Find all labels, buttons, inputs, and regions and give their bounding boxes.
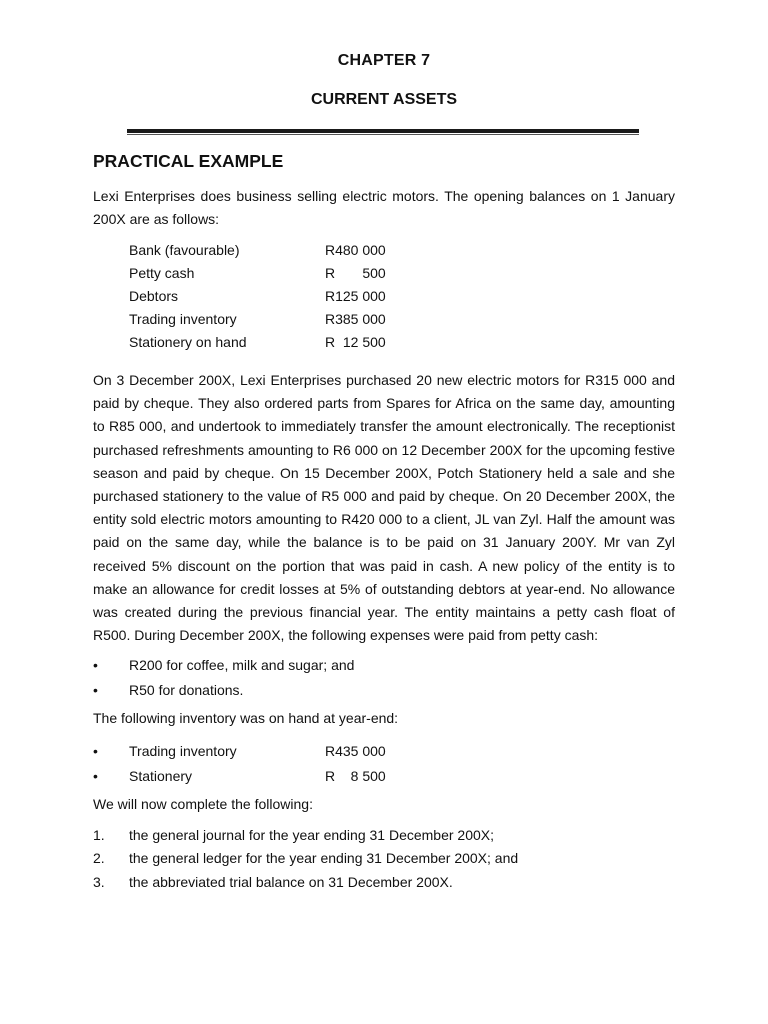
balance-value: R125 000 <box>325 288 386 305</box>
divider-thin-line <box>127 134 639 135</box>
balance-row <box>129 308 429 331</box>
balance-value: R 500 <box>325 265 386 282</box>
list-number: 3. <box>93 873 105 890</box>
bullet-icon: • <box>93 681 98 698</box>
balance-label: Bank (favourable) <box>129 242 240 258</box>
list-number: 2. <box>93 850 105 867</box>
list-item <box>93 678 493 703</box>
intro-paragraph: Lexi Enterprises does business selling electric motors. The opening balances on 1 January 200X are as follows: <box>93 188 675 228</box>
list-item <box>93 653 493 678</box>
balance-label: Debtors <box>129 288 179 305</box>
divider-thick-line <box>127 129 639 133</box>
list-item-text: R50 for donations. <box>129 681 244 698</box>
balance-row <box>129 331 429 354</box>
list-item <box>93 739 493 764</box>
balance-value: R 12 500 <box>325 334 386 351</box>
year-end-inventory-list <box>93 739 493 788</box>
opening-balances-list <box>129 239 429 354</box>
list-item-text: the abbreviated trial balance on 31 December 200X. <box>129 873 453 890</box>
list-item <box>93 847 653 870</box>
balance-value: R385 000 <box>325 311 386 328</box>
balance-label: Petty cash <box>129 265 195 282</box>
inventory-value: R 8 500 <box>325 767 386 784</box>
bullet-icon: • <box>93 743 98 759</box>
bullet-icon: • <box>93 767 98 784</box>
balance-value: R480 000 <box>325 242 386 258</box>
section-title: PRACTICAL EXAMPLE <box>93 151 284 171</box>
chapter-heading: CHAPTER 7 <box>337 52 431 69</box>
heading-divider <box>127 129 639 137</box>
list-item-text: the general journal for the year ending 31 December 200X; <box>129 827 495 843</box>
inventory-label: Trading inventory <box>129 743 237 759</box>
list-item-text: R200 for coffee, milk and sugar; and <box>129 657 355 673</box>
list-item-text: the general ledger for the year ending 31 December 200X; and <box>129 850 519 867</box>
chapter-title: CURRENT ASSETS <box>310 91 458 108</box>
balance-label: Stationery on hand <box>129 334 247 351</box>
list-item <box>93 871 653 894</box>
balance-label: Trading inventory <box>129 311 237 328</box>
main-paragraph: On 3 December 200X, Lexi Enterprises purchased 20 new electric motors for R315 000 and paid by cheque. They also ordered parts from Spares for Africa on the same day, amounting to R85 000, and undertook to immediately transfer the amount electronically. The receptionist purchased refreshments amounting to R6 000 on 12 December 200X for the upcoming festive season and paid by cheque. On 15 December 200X, Potch Stationery held a sale and she purchased stationery to the value of R5 000 and paid by cheque. On 20 December 200X, the entity sold electric motors amounting to R420 000 to a client, JL van Zyl. Half the amount was paid on the same day, while the balance is to be paid on 31 January 200Y. Mr van Zyl received 5% discount on the portion that was paid in cash. A new policy of the entity is to make an allowance for credit losses at 5% of outstanding debtors at year-end. No allowance was created during the previous financial year. The entity maintains a petty cash float of R500. During December 200X, the following expenses were paid from petty cash: <box>93 372 675 644</box>
balance-row <box>129 262 429 285</box>
list-number: 1. <box>93 827 105 843</box>
petty-cash-expense-list <box>93 653 493 702</box>
inventory-value: R435 000 <box>325 743 386 759</box>
balance-row <box>129 285 429 308</box>
task-list <box>93 824 653 894</box>
list-item <box>93 764 493 789</box>
bullet-icon: • <box>93 657 98 673</box>
inventory-intro: The following inventory was on hand at year-end: <box>93 710 399 726</box>
inventory-label: Stationery <box>129 767 193 784</box>
list-item <box>93 824 653 847</box>
tasks-intro: We will now complete the following: <box>93 796 313 812</box>
balance-row <box>129 239 429 262</box>
